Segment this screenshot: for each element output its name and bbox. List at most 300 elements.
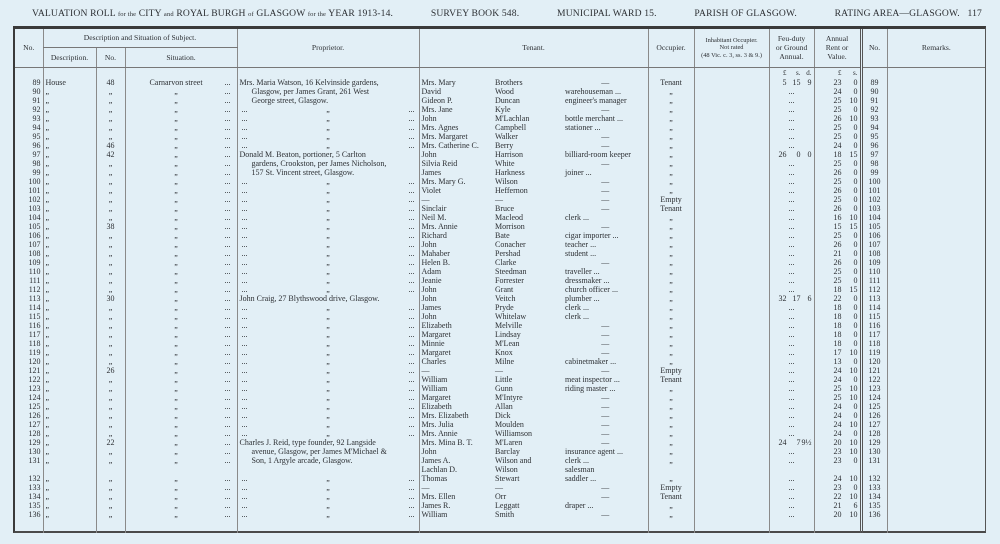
tenant-first-name: Margaret: [419, 393, 493, 402]
annual-rent-cell: [814, 321, 861, 330]
tenant-surname: Pershad: [495, 248, 521, 258]
row-number-right: 108: [861, 249, 887, 258]
rent-pounds: 25: [833, 230, 842, 240]
tenant-occupation: bottle merchant ...: [565, 113, 623, 123]
situation: [128, 483, 235, 492]
rent-shillings: 10: [849, 446, 858, 456]
municipal-ward: MUNICIPAL WARD 15.: [557, 8, 657, 19]
situation-text: „: [174, 302, 178, 312]
row-number: 126: [28, 410, 41, 420]
header-line: Annual: [825, 34, 849, 44]
filler-cell: [493, 519, 563, 533]
street-number-cell: „: [96, 285, 125, 294]
situation-cell: [125, 114, 237, 123]
street-number-cell: „: [96, 312, 125, 321]
inhabitant-occupier-cell: [694, 402, 769, 411]
feu-duty-cell: [769, 96, 814, 105]
row-number-right: 101: [861, 186, 887, 195]
occupier-cell: „: [648, 429, 694, 438]
tenant-occupation: —: [601, 158, 610, 168]
tenant-surname: Melville: [495, 320, 523, 330]
row-number: 103: [28, 203, 41, 213]
remarks-cell: [887, 231, 985, 240]
row-number-right: 124: [861, 393, 887, 402]
description-cell: „: [43, 393, 96, 402]
feu-duty-empty: ...: [788, 311, 795, 321]
annual-rent-cell: [814, 312, 861, 321]
rent-pounds: 16: [833, 212, 842, 222]
proprietor-cell: ... „ ...: [237, 114, 419, 123]
tenant-occupation: —: [601, 104, 610, 114]
occupier-cell: „: [648, 258, 694, 267]
ellipsis: ...: [224, 86, 231, 96]
col-no: No.: [15, 29, 43, 67]
filler-cell: [237, 519, 419, 533]
situation: [128, 456, 235, 465]
table-row: [15, 384, 985, 393]
proprietor-cell: ... „ ...: [237, 123, 419, 132]
feu-duty-empty: ...: [788, 95, 795, 105]
feu-duty-empty: ...: [788, 374, 795, 384]
description-cell: „: [43, 204, 96, 213]
tenant-surname: Bate: [495, 230, 510, 240]
situation: [128, 105, 235, 114]
occupier-cell: „: [648, 411, 694, 420]
feu-pounds: 32: [778, 293, 787, 303]
rating-area-and-page: [835, 8, 982, 19]
situation-cell: [125, 348, 237, 357]
table-row: [15, 294, 985, 303]
annual-rent-amount: [817, 312, 858, 321]
row-number: 91: [32, 95, 41, 105]
roll-table: [15, 29, 985, 533]
annual-rent-cell: [814, 258, 861, 267]
situation-text: „: [174, 167, 178, 177]
street-number-cell: „: [96, 411, 125, 420]
table-row: [15, 213, 985, 222]
annual-rent-amount: [817, 204, 858, 213]
tenant-surname: Pryde: [495, 302, 514, 312]
ellipsis: ...: [224, 320, 231, 330]
annual-rent-amount: [817, 132, 858, 141]
table-row: [15, 240, 985, 249]
annual-rent-amount: [817, 402, 858, 411]
table-row: [15, 267, 985, 276]
ellipsis: ...: [224, 104, 231, 114]
situation-text: „: [174, 419, 178, 429]
situation-text: „: [174, 104, 178, 114]
street-number-cell: 42: [96, 150, 125, 159]
col-remarks: Remarks.: [887, 29, 985, 67]
row-number-right: 110: [861, 267, 887, 276]
remarks-cell: [887, 249, 985, 258]
rent-pounds: 18: [833, 284, 842, 294]
filler-cell: [861, 519, 887, 533]
tenant-first-name: Mrs. Julia: [419, 420, 493, 429]
situation-text: „: [174, 491, 178, 501]
row-number: 89: [32, 77, 41, 87]
annual-rent-amount: [817, 447, 858, 456]
proprietor-cell: ... „ ...: [237, 384, 419, 393]
row-number-right: 100: [861, 177, 887, 186]
tenant-surname: Walker: [495, 131, 518, 141]
remarks-cell: [887, 285, 985, 294]
tenant-occupation: —: [601, 203, 610, 213]
description-cell: „: [43, 294, 96, 303]
row-number: 98: [32, 158, 41, 168]
tenant-surname: Stewart: [495, 473, 520, 483]
feu-duty-cell: [769, 501, 814, 510]
situation: [128, 123, 235, 132]
inhabitant-occupier-cell: [694, 366, 769, 375]
remarks-cell: [887, 141, 985, 150]
feu-duty-cell: [769, 258, 814, 267]
tenant-surname: Dick: [495, 410, 511, 420]
row-number-right: 136: [861, 510, 887, 519]
situation-text: „: [174, 221, 178, 231]
rent-pounds: 21: [833, 248, 842, 258]
row-number: 105: [28, 221, 41, 231]
header-line: or Ground: [775, 43, 808, 53]
inhabitant-occupier-cell: [694, 240, 769, 249]
situation-cell: [125, 231, 237, 240]
tenant-occupation: —: [601, 338, 610, 348]
row-number-right: 105: [861, 222, 887, 231]
row-number-right: 120: [861, 357, 887, 366]
title-text: and: [163, 11, 174, 18]
rent-pounds: 25: [833, 266, 842, 276]
feu-duty-cell: [769, 276, 814, 285]
description-cell: „: [43, 384, 96, 393]
remarks-cell: [887, 474, 985, 483]
rent-pounds: 25: [833, 392, 842, 402]
tenant-surname: Wood: [495, 86, 514, 96]
table-row: [15, 177, 985, 186]
feu-duty-empty: ...: [788, 347, 795, 357]
rent-shillings: 0: [853, 158, 858, 168]
annual-rent-amount: [817, 339, 858, 348]
inhabitant-occupier-cell: [694, 330, 769, 339]
ellipsis: ...: [224, 347, 231, 357]
rent-shillings: 10: [849, 491, 858, 501]
occupier-cell: „: [648, 141, 694, 150]
rent-shillings: 0: [853, 374, 858, 384]
annual-rent-amount: [817, 420, 858, 429]
inhabitant-occupier-cell: [694, 492, 769, 501]
ellipsis: ...: [224, 428, 231, 438]
tenant-first-name: Lachlan D.: [419, 465, 493, 474]
annual-rent-cell: [814, 159, 861, 168]
header-line: Inhabitant Occupier.: [705, 36, 758, 44]
tenant-surname: Bruce: [495, 203, 515, 213]
feu-duty-cell: [769, 294, 814, 303]
annual-rent-amount: [817, 348, 858, 357]
row-number-right: 128: [861, 429, 887, 438]
feu-duty-cell: [769, 384, 814, 393]
description-cell: „: [43, 159, 96, 168]
tenant-occupation: —: [601, 176, 610, 186]
tenant-first-name: Neil M.: [419, 213, 493, 222]
situation: [128, 312, 235, 321]
row-number-right: 104: [861, 213, 887, 222]
remarks-cell: [887, 303, 985, 312]
situation-cell: [125, 402, 237, 411]
remarks-cell: [887, 258, 985, 267]
inhabitant-occupier-cell: [694, 186, 769, 195]
row-number-right: 133: [861, 483, 887, 492]
proprietor-cell: ... „ ...: [237, 276, 419, 285]
annual-rent-amount: [817, 357, 858, 366]
annual-rent-cell: [814, 213, 861, 222]
occupier-cell: „: [648, 330, 694, 339]
street-number-cell: „: [96, 276, 125, 285]
occupier-cell: „: [648, 348, 694, 357]
situation-text: „: [174, 428, 178, 438]
row-number: 118: [28, 338, 41, 348]
situation-text: „: [174, 149, 178, 159]
tenant-first-name: Mahaber: [419, 249, 493, 258]
description-cell: „: [43, 348, 96, 357]
tenant-first-name: Helen B.: [419, 258, 493, 267]
remarks-cell: [887, 186, 985, 195]
feu-duty-cell: [769, 132, 814, 141]
description-cell: „: [43, 483, 96, 492]
tenant-first-name: Mrs. Annie: [419, 222, 493, 231]
rent-pounds: 25: [833, 383, 842, 393]
row-number: 132: [28, 473, 41, 483]
table-row: [15, 429, 985, 438]
annual-rent-amount: [817, 105, 858, 114]
description-cell: „: [43, 231, 96, 240]
rent-shillings: 10: [849, 347, 858, 357]
page-header: [32, 8, 982, 19]
filler-row: [15, 519, 985, 533]
tenant-surname: Duncan: [495, 95, 520, 105]
tenant-surname: —: [495, 482, 503, 492]
feu-duty-cell: [769, 429, 814, 438]
feu-duty-cell: [769, 510, 814, 519]
row-number: 123: [28, 383, 41, 393]
ellipsis: ...: [224, 122, 231, 132]
ellipsis: ...: [224, 221, 231, 231]
row-number-right: 132: [861, 474, 887, 483]
rent-shillings: 0: [853, 140, 858, 150]
situation: [128, 78, 235, 87]
proprietor-cell: ... „ ...: [237, 249, 419, 258]
rent-shillings: 0: [853, 104, 858, 114]
tenant-occupation: clerk ...: [565, 455, 589, 465]
rent-shillings: 0: [853, 239, 858, 249]
remarks-cell: [887, 510, 985, 519]
street-number-cell: „: [96, 213, 125, 222]
col-tenant: Tenant.: [419, 29, 648, 67]
feu-duty-cell: [769, 168, 814, 177]
tenant-occupation: warehouseman ...: [565, 86, 621, 96]
annual-rent-amount: [817, 222, 858, 231]
table-row: [15, 249, 985, 258]
tenant-occupation: —: [601, 392, 610, 402]
feu-duty-empty: ...: [788, 104, 795, 114]
title-text: GLASGOW: [256, 8, 306, 19]
situation-cell: [125, 465, 237, 474]
proprietor-cell: ... „ ...: [237, 330, 419, 339]
situation-text: „: [174, 401, 178, 411]
feu-duty-empty: ...: [788, 86, 795, 96]
inhabitant-occupier-cell: [694, 375, 769, 384]
situation-text: „: [174, 113, 178, 123]
situation-cell: [125, 132, 237, 141]
description-cell: „: [43, 105, 96, 114]
proprietor-cell: ... „ ...: [237, 285, 419, 294]
tenant-first-name: Mrs. Margaret: [419, 132, 493, 141]
situation-text: „: [174, 158, 178, 168]
row-number-right: 96: [861, 141, 887, 150]
situation: [128, 285, 235, 294]
col-no-right: No.: [861, 29, 887, 67]
table-row: [15, 465, 985, 474]
street-number-cell: „: [96, 96, 125, 105]
col-group-description: Description and Situation of Subject.: [43, 29, 237, 47]
annual-rent-amount: [817, 114, 858, 123]
ellipsis: ...: [224, 275, 231, 285]
occupier-cell: Tenant: [648, 375, 694, 384]
description-cell: „: [43, 456, 96, 465]
occupier-cell: „: [648, 474, 694, 483]
filler-cell: [648, 519, 694, 533]
table-row: [15, 321, 985, 330]
row-number-right: 117: [861, 330, 887, 339]
annual-rent-amount: [817, 267, 858, 276]
description-cell: „: [43, 330, 96, 339]
situation-cell: [125, 312, 237, 321]
situation-text: „: [174, 293, 178, 303]
rent-pounds: 24: [833, 374, 842, 384]
remarks-cell: [887, 123, 985, 132]
annual-rent-amount: [817, 474, 858, 483]
row-number-right: 119: [861, 348, 887, 357]
ellipsis: ...: [224, 230, 231, 240]
tenant-first-name: William: [419, 384, 493, 393]
rent-pounds: 24: [833, 419, 842, 429]
tenant-occupation: —: [601, 482, 610, 492]
row-number: 110: [28, 266, 41, 276]
situation-text: Carnarvon street: [149, 77, 203, 87]
ellipsis: ...: [224, 374, 231, 384]
situation-cell: [125, 249, 237, 258]
description-cell: „: [43, 114, 96, 123]
tenant-occupation: clerk ...: [565, 212, 589, 222]
proprietor-cell: ... „ ...: [237, 105, 419, 114]
description-cell: „: [43, 213, 96, 222]
feu-duty-cell: [769, 348, 814, 357]
situation-text: „: [174, 482, 178, 492]
situation-text: „: [174, 122, 178, 132]
tenant-first-name: James R.: [419, 501, 493, 510]
table-row: [15, 168, 985, 177]
annual-rent-amount: [817, 123, 858, 132]
rent-shillings: 0: [853, 230, 858, 240]
header-line: Annual.: [779, 52, 804, 62]
tenant-surname: Steedman: [495, 266, 527, 276]
street-number-cell: „: [96, 114, 125, 123]
feu-duty-empty: ...: [788, 194, 795, 204]
tenant-first-name: Margaret: [419, 330, 493, 339]
situation: [128, 267, 235, 276]
situation-text: „: [174, 140, 178, 150]
proprietor-cell: ... „ ...: [237, 204, 419, 213]
proprietor-cell: ... „ ...: [237, 177, 419, 186]
proprietor-cell: ... „ ...: [237, 402, 419, 411]
remarks-cell: [887, 447, 985, 456]
rent-shillings: 0: [853, 482, 858, 492]
inhabitant-occupier-cell: [694, 474, 769, 483]
feu-duty-cell: [769, 141, 814, 150]
tenant-occupation: traveller ...: [565, 266, 600, 276]
inhabitant-occupier-cell: [694, 222, 769, 231]
annual-rent-cell: [814, 303, 861, 312]
feu-duty-empty: ...: [788, 140, 795, 150]
table-row: [15, 258, 985, 267]
feu-duty-empty: ...: [788, 419, 795, 429]
street-number-cell: „: [96, 303, 125, 312]
tenant-occupation: cigar importer ...: [565, 230, 619, 240]
occupier-cell: Tenant: [648, 492, 694, 501]
ellipsis: ...: [224, 167, 231, 177]
ellipsis: ...: [224, 311, 231, 321]
tenant-surname: Brothers: [495, 77, 523, 87]
occupier-cell: „: [648, 267, 694, 276]
tenant-surname: Little: [495, 374, 513, 384]
situation-cell: [125, 195, 237, 204]
feu-duty-cell: [769, 492, 814, 501]
description-cell: „: [43, 447, 96, 456]
situation: [128, 393, 235, 402]
row-number: 122: [28, 374, 41, 384]
feu-duty-empty: ...: [788, 167, 795, 177]
occupier-cell: „: [648, 447, 694, 456]
rent-shillings: 10: [849, 509, 858, 519]
remarks-cell: [887, 96, 985, 105]
row-number-right: 122: [861, 375, 887, 384]
inhabitant-occupier-cell: [694, 438, 769, 447]
table-row: [15, 438, 985, 447]
proprietor-cell: ... „ ...: [237, 357, 419, 366]
rent-pounds: 18: [833, 338, 842, 348]
feu-duty-cell: [769, 186, 814, 195]
ellipsis: ...: [224, 140, 231, 150]
annual-rent-cell: [814, 474, 861, 483]
title-text: YEAR 1913-14.: [328, 8, 394, 19]
situation: [128, 177, 235, 186]
situation: [128, 276, 235, 285]
tenant-first-name: David: [419, 87, 493, 96]
occupier-cell: Empty: [648, 483, 694, 492]
table-row: [15, 339, 985, 348]
rent-pounds: 25: [833, 158, 842, 168]
rent-pounds: 23: [833, 77, 842, 87]
proprietor-cell: George street, Glasgow.: [237, 96, 419, 105]
tenant-surname: Kyle: [495, 104, 511, 114]
survey-book: SURVEY BOOK 548.: [430, 8, 520, 19]
proprietor-cell: Glasgow, per James Grant, 261 West: [237, 87, 419, 96]
annual-rent-cell: [814, 510, 861, 519]
description-cell: „: [43, 186, 96, 195]
row-number: 133: [28, 482, 41, 492]
rent-pounds: 26: [833, 113, 842, 123]
annual-rent-cell: [814, 240, 861, 249]
rent-shillings: 0: [853, 86, 858, 96]
rent-shillings: 0: [853, 122, 858, 132]
